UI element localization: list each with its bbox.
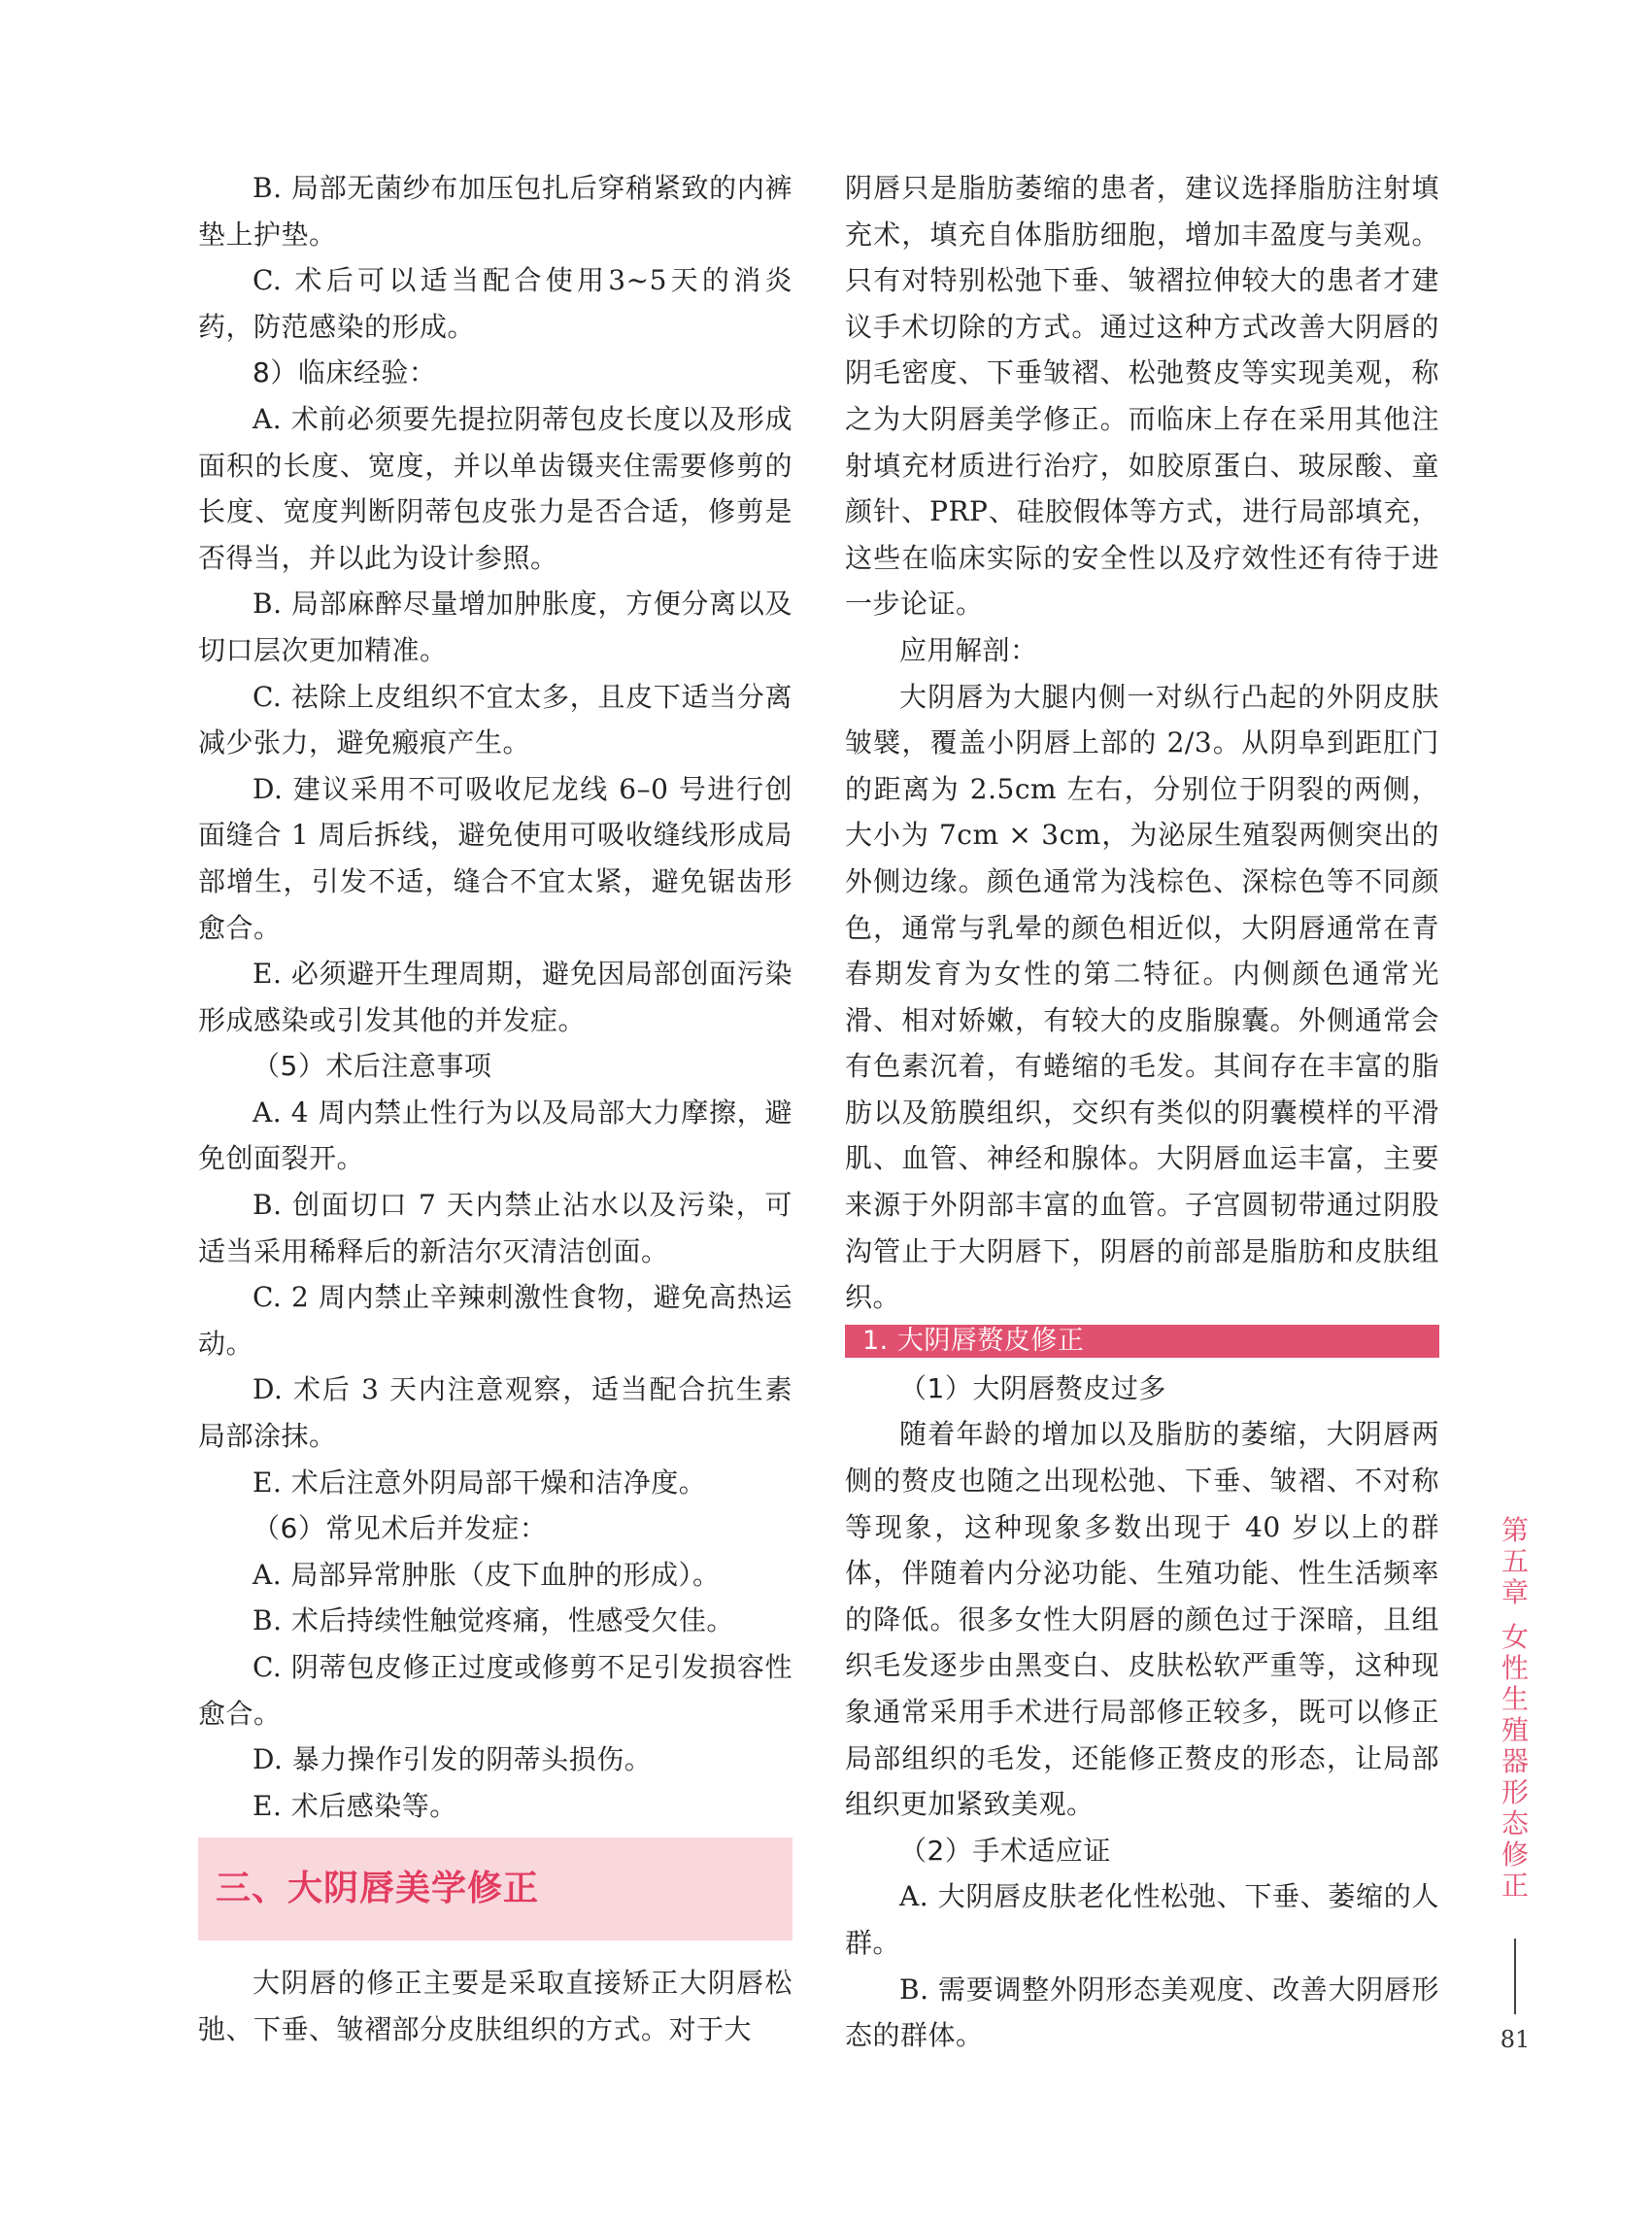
- section-title: 三、大阴唇美学修正: [216, 1869, 540, 1908]
- paragraph: C. 阴蒂包皮修正过度或修剪不足引发损容性愈合。: [198, 1651, 792, 1730]
- paragraph: A. 4 周内禁止性行为以及局部大力摩擦，避免创面裂开。: [198, 1096, 792, 1175]
- paragraph: A. 局部异常肿胀（皮下血肿的形成）。: [253, 1558, 721, 1591]
- paragraph: E. 术后感染等。: [253, 1789, 457, 1822]
- paragraph: D. 建议采用不可吸收尼龙线 6–0 号进行创面缝合 1 周后拆线，避免使用可吸收缝线形成局部增生，引发不适，缝合不宜太紧，避免锯齿形愈合。: [198, 772, 792, 944]
- section-heading-box: [198, 1838, 792, 1940]
- chapter-title: 女性生殖器形态修正: [1500, 1621, 1529, 1902]
- paragraph: C. 术后可以适当配合使用3~5天的消炎药，防范感染的形成。: [198, 264, 792, 343]
- subheading-indications: （2）手术适应证: [899, 1834, 1111, 1867]
- paragraph: E. 必须避开生理周期，避免因局部创面污染形成感染或引发其他的并发症。: [198, 958, 792, 1036]
- paragraph: B. 需要调整外阴形态美观度、改善大阴唇形态的群体。: [845, 1973, 1439, 2052]
- paragraph-anatomy: 大阴唇为大腿内侧一对纵行凸起的外阴皮肤皱襞，覆盖小阴唇上部的 2/3。从阴阜到距肛门的距离为 2.5cm 左右，分别位于阴裂的两侧，大小为 7cm × 3cm，为泌尿生殖裂两侧突出的外侧边缘。颜色通常为浅棕色、深棕色等不同颜色，通常与乳晕的颜色相近似，大阴唇通常在青春期发育为女性的第二特征。内侧颜色通常光滑、相对娇嫩，有较大的皮脂腺囊。外侧通常会有色素沉着，有蜷缩的毛发。其间存在丰富的脂肪以及筋膜组织，交织有类似的阴囊模样的平滑肌、血管、神经和腺体。大阴唇血运丰富，主要来源于外阴部丰富的血管。子宫圆韧带通过阴股沟管止于大阴唇下，阴唇的前部是脂肪和皮肤组织。: [845, 680, 1439, 1314]
- paragraph: B. 术后持续性触觉疼痛，性感受欠佳。: [253, 1604, 734, 1637]
- section-intro: 大阴唇的修正主要是采取直接矫正大阴唇松弛、下垂、皱褶部分皮肤组织的方式。对于大: [198, 1967, 792, 2045]
- page-number: 81: [1500, 2026, 1531, 2053]
- paragraph: A. 大阴唇皮肤老化性松弛、下垂、萎缩的人群。: [845, 1880, 1439, 1959]
- paragraph: A. 术前必须要先提拉阴蒂包皮长度以及形成面积的长度、宽度，并以单齿镊夹住需要修剪的长度、宽度判断阴蒂包皮张力是否合适，修剪是否得当，并以此为设计参照。: [198, 402, 792, 574]
- paragraph: C. 祛除上皮组织不宜太多，且皮下适当分离减少张力，避免瘢痕产生。: [198, 680, 792, 759]
- chapter-number: 第五章: [1500, 1514, 1529, 1608]
- side-divider: [1514, 1939, 1516, 2014]
- paragraph: B. 局部麻醉尽量增加肿胀度，方便分离以及切口层次更加精准。: [198, 588, 792, 666]
- paragraph: D. 术后 3 天内注意观察，适当配合抗生素局部涂抹。: [198, 1373, 792, 1453]
- subheading-excess-skin: （1）大阴唇赘皮过多: [899, 1371, 1166, 1404]
- section-intro-block: [198, 1960, 792, 2052]
- chapter-side-label: [1496, 1515, 1534, 1902]
- paragraph: C. 2 周内禁止辛辣刺激性食物，避免高热运动。: [198, 1281, 792, 1360]
- right-column: [845, 165, 1439, 2059]
- paragraph: E. 术后注意外阴局部干燥和洁净度。: [253, 1466, 707, 1499]
- paragraph: 随着年龄的增加以及脂肪的萎缩，大阴唇两侧的赘皮也随之出现松弛、下垂、皱褶、不对称等现象，这种现象多数出现于 40 岁以上的群体，伴随着内分泌功能、生殖功能、性生活频率的降低。很多女性大阴唇的颜色过于深暗，且组织毛发逐步由黑变白、皮肤松软严重等，这种现象通常采用手术进行局部修正较多，既可以修正局部组织的毛发，还能修正赘皮的形态，让局部组织更加紧致美观。: [845, 1418, 1439, 1821]
- left-column: [198, 165, 792, 1829]
- paragraph-continuation: 阴唇只是脂肪萎缩的患者，建议选择脂肪注射填充术，填充自体脂肪细胞，增加丰盈度与美观。只有对特别松弛下垂、皱褶拉伸较大的患者才建议手术切除的方式。通过这种方式改善大阴唇的阴毛密度、下垂皱褶、松弛赘皮等实现美观，称之为大阴唇美学修正。而临床上存在采用其他注射填充材质进行治疗，如胶原蛋白、玻尿酸、童颜针、PRP、硅胶假体等方式，进行局部填充，这些在临床实际的安全性以及疗效性还有待于进一步论证。: [845, 172, 1439, 621]
- paragraph: D. 暴力操作引发的阴蒂头损伤。: [253, 1743, 653, 1776]
- subheading-anatomy: 应用解剖：: [899, 633, 1038, 666]
- subsection-banner: 1. 大阴唇赘皮修正: [845, 1325, 1439, 1358]
- paragraph: B. 局部无菌纱布加压包扎后穿稍紧致的内裤垫上护垫。: [198, 172, 792, 251]
- paragraph: B. 创面切口 7 天内禁止沾水以及污染，可适当采用稀释后的新洁尔灭清洁创面。: [198, 1189, 792, 1267]
- subheading-complications: （6）常见术后并发症：: [253, 1512, 548, 1545]
- subheading-clinical-experience: 8）临床经验：: [253, 356, 437, 389]
- subheading-postop-notes: （5）术后注意事项: [253, 1050, 492, 1083]
